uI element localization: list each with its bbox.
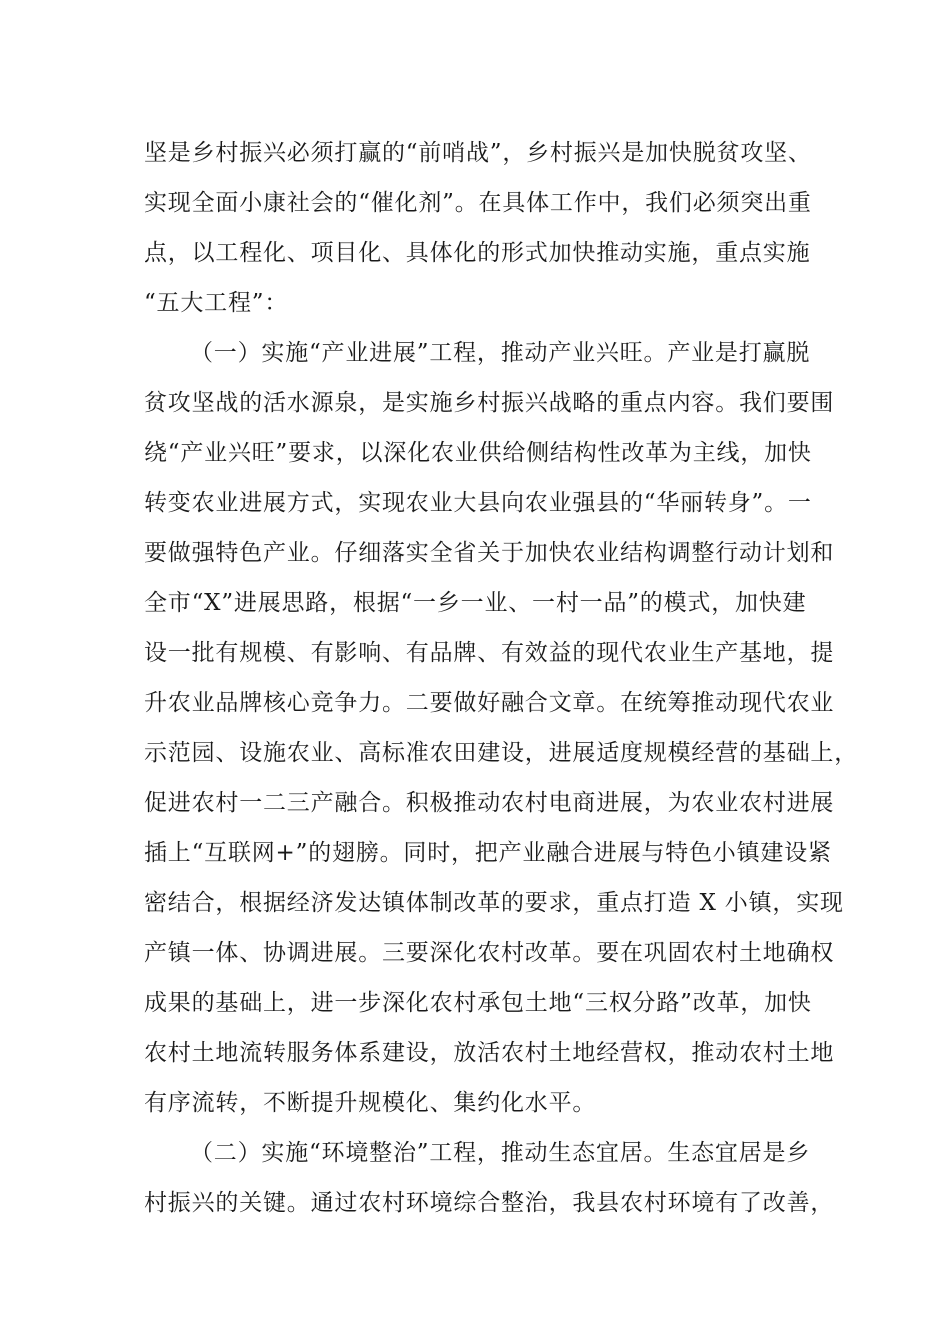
text-line: 插上“互联网+”的翅膀。同时，把产业融合进展与特色小镇建设紧 xyxy=(144,840,832,866)
text-line: 村振兴的关键。通过农村环境综合整治，我县农村环境有了改善， xyxy=(144,1190,835,1216)
text-line: 密结合，根据经济发达镇体制改革的要求，重点打造 X 小镇，实现 xyxy=(144,890,844,916)
text-line: 转变农业进展方式，实现农业大县向农业强县的“华丽转身”。一 xyxy=(144,490,812,516)
text-line: 实现全面小康社会的“催化剂”。在具体工作中，我们必须突出重 xyxy=(144,190,812,216)
text-line: （二）实施“环境整治”工程，推动生态宜居。生态宜居是乡 xyxy=(190,1140,811,1166)
text-line: 点，以工程化、项目化、具体化的形式加快推动实施，重点实施 xyxy=(144,240,811,266)
text-line: 产镇一体、协调进展。三要深化农村改革。要在巩固农村土地确权 xyxy=(144,940,835,966)
text-line: 全市“X”进展思路，根据“一乡一业、一村一品”的模式，加快建 xyxy=(144,590,807,616)
text-line: 促进农村一二三产融合。积极推动农村电商进展，为农业农村进展 xyxy=(144,790,835,816)
text-line: 要做强特色产业。仔细落实全省关于加快农业结构调整行动计划和 xyxy=(144,540,835,566)
text-line: “五大工程”： xyxy=(144,290,289,316)
text-line: 有序流转，不断提升规模化、集约化水平。 xyxy=(144,1090,597,1116)
text-line: 绕“产业兴旺”要求，以深化农业供给侧结构性改革为主线，加快 xyxy=(144,440,812,466)
text-line: 设一批有规模、有影响、有品牌、有效益的现代农业生产基地，提 xyxy=(144,640,835,666)
text-line: 坚是乡村振兴必须打赢的“前哨战”，乡村振兴是加快脱贫攻坚、 xyxy=(144,140,812,166)
text-line: （一）实施“产业进展”工程，推动产业兴旺。产业是打赢脱 xyxy=(190,340,811,366)
text-line: 升农业品牌核心竞争力。二要做好融合文章。在统筹推动现代农业 xyxy=(144,690,835,716)
text-line: 贫攻坚战的活水源泉，是实施乡村振兴战略的重点内容。我们要围 xyxy=(144,390,835,416)
text-line: 示范园、设施农业、高标准农田建设，进展适度规模经营的基础上， xyxy=(144,740,858,766)
text-line: 成果的基础上，进一步深化农村承包土地“三权分路”改革，加快 xyxy=(144,990,812,1016)
text-line: 农村土地流转服务体系建设，放活农村土地经营权，推动农村土地 xyxy=(144,1040,835,1066)
